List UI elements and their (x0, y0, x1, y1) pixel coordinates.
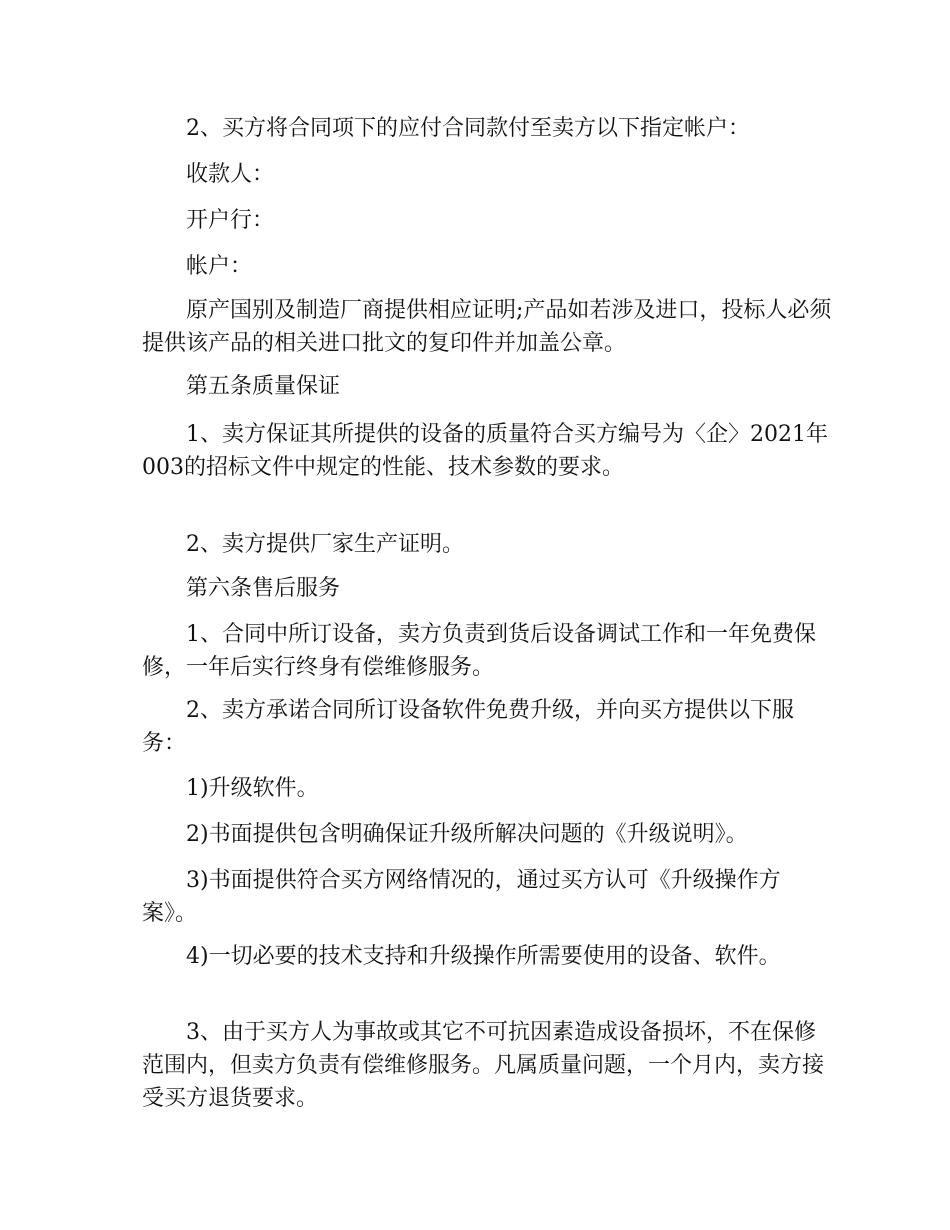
service-item-3: 3)书面提供符合买方网络情况的，通过买方认可《升级操作方案》。 (142, 868, 781, 926)
article-six-heading: 第六条售后服务 (186, 576, 341, 601)
service-item-4: 4)一切必要的技术支持和升级操作所需要使用的设备、软件。 (186, 944, 781, 969)
account-field: 帐户： (186, 254, 253, 279)
quality-guarantee-clause-2: 2、卖方提供厂家生产证明。 (186, 532, 464, 557)
service-item-2: 2)书面提供包含明确保证升级所解决问题的《升级说明》。 (186, 822, 748, 847)
after-sales-clause-3: 3、由于买方人为事故或其它不可抗因素造成设备损坏，不在保修范围内，但卖方负责有偿维修服务。凡属质量问题，一个月内，卖方接受买方退货要求。 (142, 1020, 825, 1111)
after-sales-clause-2: 2、卖方承诺合同所订设备软件免费升级，并向买方提供以下服务： (142, 698, 794, 756)
service-item-1: 1)升级软件。 (186, 776, 319, 801)
origin-certificate-paragraph: 原产国别及制造厂商提供相应证明;产品如若涉及进口，投标人必须提供该产品的相关进口批文的复印件并加盖公章。 (142, 298, 832, 356)
article-five-heading: 第五条质量保证 (186, 374, 341, 399)
bank-field: 开户行： (186, 208, 275, 233)
quality-guarantee-clause-1: 1、卖方保证其所提供的设备的质量符合买方编号为〈企〉2021年003的招标文件中规定的性能、技术参数的要求。 (142, 422, 828, 480)
clause-payment-account: 2、买方将合同项下的应付合同款付至卖方以下指定帐户： (186, 116, 750, 141)
payee-field: 收款人： (186, 162, 275, 187)
after-sales-clause-1: 1、合同中所订设备，卖方负责到货后设备调试工作和一年免费保修，一年后实行终身有偿维修服务。 (142, 622, 816, 680)
